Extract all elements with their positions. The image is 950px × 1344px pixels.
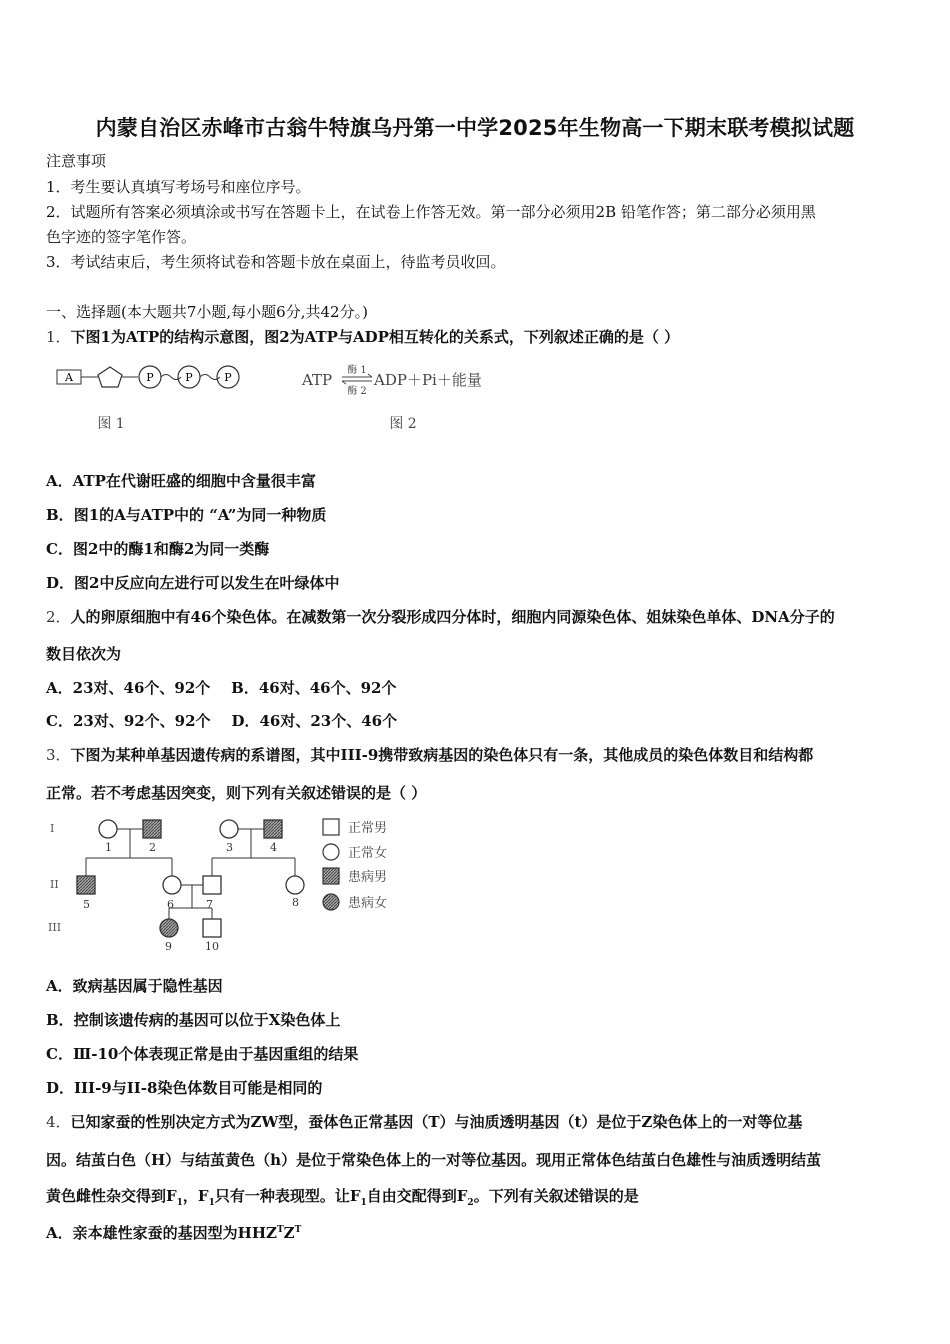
section-heading: 一、选择题(本大题共7小题,每小题6分,共42分。) xyxy=(46,303,368,321)
option-text: III-9与II-8染色体数目可能是相同的 xyxy=(74,1079,323,1097)
legend-affected-female: 患病女 xyxy=(348,896,388,911)
id-7: 7 xyxy=(206,898,213,911)
subscript: 1 xyxy=(208,1198,215,1208)
id-6: 6 xyxy=(167,898,174,911)
q2-text: 人的卵原细胞中有46个染色体。在减数第一次分裂形成四分体时，细胞内同源染色体、姐妹染色单体、DNA分子的 xyxy=(70,608,835,626)
option-label: C． xyxy=(46,540,73,558)
q1-option-a xyxy=(46,471,908,491)
option-label: D． xyxy=(46,574,75,592)
notice-item-2: 2．试题所有答案必须填涂或书写在答题卡上，在试卷上作答无效。第一部分必须用2B 铅笔作答；第二部分必须用黑 xyxy=(46,203,816,221)
fig2-enzyme-2: 酶 2 xyxy=(347,386,367,397)
superscript: T xyxy=(276,1225,284,1235)
fig1-p3: P xyxy=(224,371,232,384)
fig2-atp: ATP xyxy=(302,371,333,389)
individual-10 xyxy=(203,919,221,937)
q2-options-row-1: A．23对、46个、92个 B．46对、46个、92个 xyxy=(46,679,397,697)
option-label: C． xyxy=(46,1045,73,1063)
q1-stem xyxy=(46,327,908,347)
id-10: 10 xyxy=(205,940,219,953)
q1-option-c xyxy=(46,539,908,559)
option-text: 致病基因属于隐性基因 xyxy=(72,977,223,995)
page-title: 内蒙自治区赤峰市古翁牛特旗乌丹第一中学2025年生物高一下期末联考模拟试题 xyxy=(95,116,855,140)
q4-stem xyxy=(46,1112,908,1132)
q2-stem-cont: 数目依次为 xyxy=(46,645,122,663)
q4-text-part: 自由交配得到F xyxy=(366,1187,468,1205)
subscript: 1 xyxy=(176,1198,183,1208)
option-text: 图2中的酶1和酶2为同一类酶 xyxy=(72,540,270,558)
q3-option-d xyxy=(46,1078,908,1098)
q1-option-b xyxy=(46,505,908,525)
q3-pedigree xyxy=(46,814,426,964)
q3-text: 下图为某种单基因遗传病的系谱图，其中III-9携带致病基因的染色体只有一条，其他成员的染色体数目和结构都 xyxy=(70,746,814,764)
q2-stem xyxy=(46,607,908,627)
subscript: 1 xyxy=(360,1198,367,1208)
q4-option-a xyxy=(46,1220,908,1243)
q4-text-part: 只有一种表现型。让F xyxy=(214,1187,361,1205)
individual-6 xyxy=(163,876,181,894)
q3-option-a xyxy=(46,976,908,996)
q2-number: 2． xyxy=(46,608,71,626)
id-2: 2 xyxy=(149,841,156,854)
individual-1 xyxy=(99,820,117,838)
option-label: A． xyxy=(46,472,73,490)
option-label: B． xyxy=(46,1011,74,1029)
q1-figure-2 xyxy=(298,362,508,438)
legend-affected-female-icon xyxy=(323,894,339,910)
legend-normal-male-icon xyxy=(323,819,339,835)
fig1-caption: 图 1 xyxy=(97,416,125,432)
fig2-products: ADP＋Pi＋能量 xyxy=(374,371,482,389)
q1-figure-1 xyxy=(54,362,254,438)
gen-label-1: I xyxy=(50,822,55,835)
subscript: 2 xyxy=(467,1198,474,1208)
q4-text: 已知家蚕的性别决定方式为ZW型，蚕体色正常基因（T）与油质透明基因（t）是位于Z染色体上的一对等位基 xyxy=(70,1113,803,1131)
option-text: ATP在代谢旺盛的细胞中含量很丰富 xyxy=(72,472,316,490)
individual-8 xyxy=(286,876,304,894)
option-text: 控制该遗传病的基因可以位于X染色体上 xyxy=(73,1011,341,1029)
legend-affected-male-icon xyxy=(323,868,339,884)
q1-text: 下图1为ATP的结构示意图，图2为ATP与ADP相互转化的关系式，下列叙述正确的是（ ） xyxy=(70,328,680,346)
option-label: B． xyxy=(46,506,74,524)
ribose-shape xyxy=(98,367,122,387)
notice-heading: 注意事项 xyxy=(46,152,107,170)
q3-option-b xyxy=(46,1010,908,1030)
q4-text-part: ，F xyxy=(182,1187,209,1205)
q4-text-part: 。下列有关叙述错误的是 xyxy=(473,1187,639,1205)
q4-text-part: 黄色雌性杂交得到F xyxy=(46,1187,177,1205)
option-text: 亲本雄性家蚕的基因型为HHZ xyxy=(72,1224,277,1242)
notice-item-2-cont: 色字迹的签字笔作答。 xyxy=(46,228,197,246)
option-label: D． xyxy=(46,1079,75,1097)
notice-item-1: 1．考生要认真填写考场号和座位序号。 xyxy=(46,178,311,196)
option-text: 图2中反应向左进行可以发生在叶绿体中 xyxy=(74,574,340,592)
gen-label-2: II xyxy=(50,878,59,891)
legend-affected-male: 患病男 xyxy=(348,870,388,885)
individual-3 xyxy=(220,820,238,838)
gen-label-3: III xyxy=(48,921,62,934)
id-5: 5 xyxy=(83,898,90,911)
legend-normal-male: 正常男 xyxy=(348,821,388,836)
q4-stem-cont-1: 因。结茧白色（H）与结茧黄色（h）是位于常染色体上的一对等位基因。现用正常体色结茧白色雄性与油质透明结茧 xyxy=(46,1151,822,1169)
superscript: T xyxy=(294,1225,302,1235)
option-text: Z xyxy=(283,1224,295,1242)
individual-4 xyxy=(264,820,282,838)
option-label: A． xyxy=(46,1224,73,1242)
q1-number: 1． xyxy=(46,328,71,346)
notice-item-3: 3．考试结束后，考生须将试卷和答题卡放在桌面上，待监考员收回。 xyxy=(46,253,506,271)
individual-7 xyxy=(203,876,221,894)
individual-2 xyxy=(143,820,161,838)
q2-options-row-2: C．23对、92个、92个 D．46对、23个、46个 xyxy=(46,712,398,730)
q3-stem xyxy=(46,745,908,765)
fig1-p1: P xyxy=(146,371,154,384)
q4-stem-cont-2 xyxy=(46,1186,908,1213)
q1-option-d xyxy=(46,573,908,593)
legend-normal-female-icon xyxy=(323,844,339,860)
id-3: 3 xyxy=(226,841,233,854)
fig2-caption: 图 2 xyxy=(389,416,417,432)
q3-number: 3． xyxy=(46,746,71,764)
option-text: 图1的A与ATP中的 “A”为同一种物质 xyxy=(73,506,327,524)
q4-number: 4． xyxy=(46,1113,71,1131)
q3-option-c xyxy=(46,1044,908,1064)
id-4: 4 xyxy=(270,841,277,854)
fig1-a-label: A xyxy=(65,371,73,384)
q3-stem-cont: 正常。若不考虑基因突变，则下列有关叙述错误的是（ ） xyxy=(46,784,427,802)
id-8: 8 xyxy=(292,896,299,909)
id-1: 1 xyxy=(105,841,112,854)
fig1-p2: P xyxy=(185,371,193,384)
legend-normal-female: 正常女 xyxy=(348,846,388,861)
individual-9 xyxy=(160,919,178,937)
individual-5 xyxy=(77,876,95,894)
option-label: A． xyxy=(46,977,73,995)
fig2-enzyme-1: 酶 1 xyxy=(347,365,367,376)
option-text: Ⅲ-10个体表现正常是由于基因重组的结果 xyxy=(72,1045,359,1063)
id-9: 9 xyxy=(165,940,172,953)
